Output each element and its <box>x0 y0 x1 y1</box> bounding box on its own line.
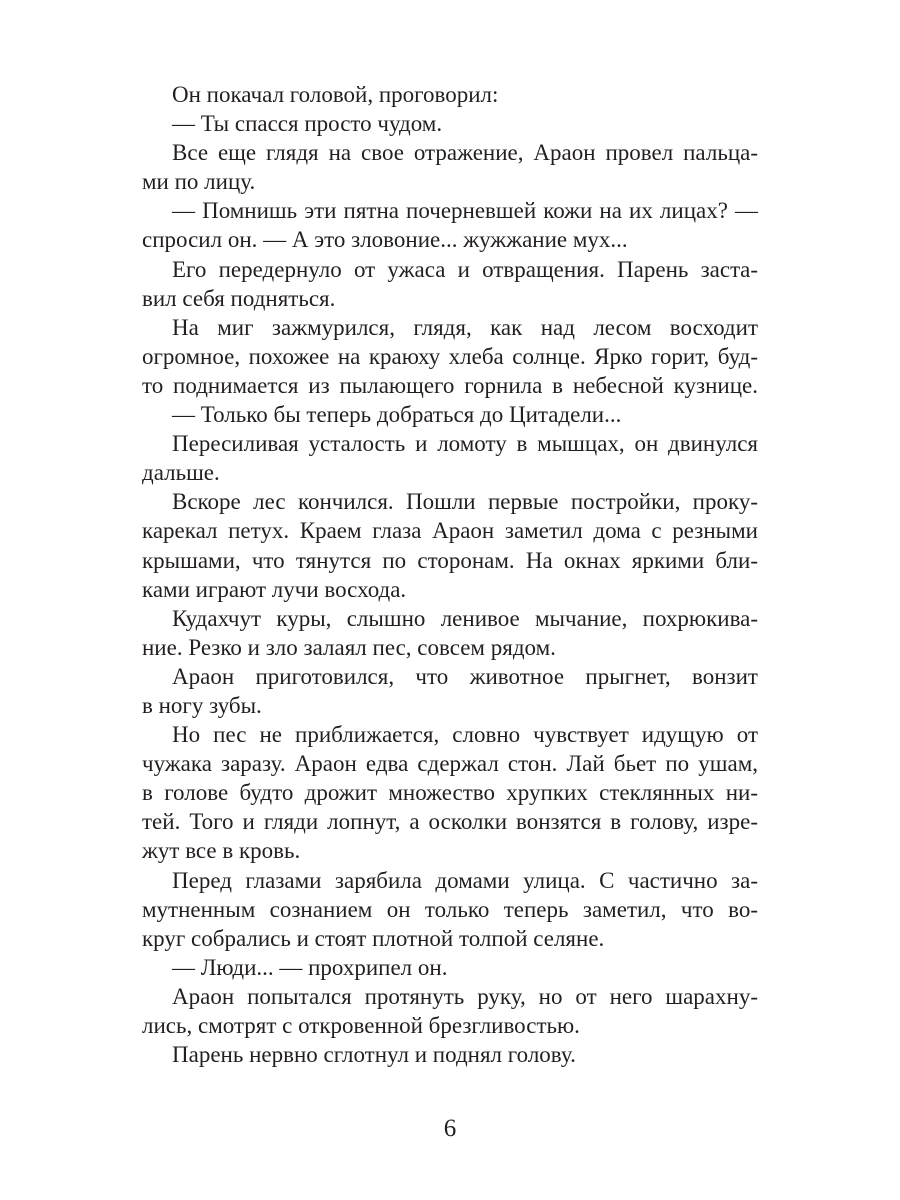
page-number: 6 <box>443 1115 457 1142</box>
text-line: чужака заразу. Араон едва сдержал стон. Лай бьет по ушам, <box>142 751 758 777</box>
text-line: карекал петух. Краем глаза Араон заметил дома с резными <box>142 518 758 544</box>
text-line: в ногу зубы. <box>142 692 262 718</box>
text-line: жут все в кровь. <box>142 838 301 864</box>
text-line: ками играют лучи восхода. <box>142 576 407 602</box>
text-line: круг собрались и стоят плотной толпой селяне. <box>142 925 605 951</box>
text-line: Араон попытался протянуть руку, но от него шарахну- <box>172 983 758 1009</box>
text-line: в голове будто дрожит множество хрупких стеклянных ни- <box>142 780 758 806</box>
text-line: Его передернуло от ужаса и отвращения. Парень застa- <box>172 256 758 282</box>
text-line: Вскоре лес кончился. Пошли первые постройки, проку- <box>172 489 758 515</box>
text-line: крышами, что тянутся по сторонам. На окнах яркими бли- <box>142 547 758 573</box>
text-line: огромное, похожее на краюху хлеба солнце. Ярко горит, буд- <box>142 343 758 369</box>
text-line: На миг зажмурился, глядя, как над лесом восходит <box>172 314 758 340</box>
text-line: мутненным сознанием он только теперь заметил, что во- <box>142 896 758 922</box>
text-line: тей. Того и гляди лопнут, а осколки вонзятся в голову, изре- <box>142 809 758 835</box>
body-text <box>142 80 758 1069</box>
text-line: дальше. <box>142 460 220 486</box>
text-line: спросил он. — А это зловоние... жужжание мух... <box>142 227 628 253</box>
text-line: ми по лицу. <box>142 169 256 195</box>
text-line: Но пес не приближается, словно чувствует идущую от <box>172 722 758 748</box>
text-line: Пересиливая усталость и ломоту в мышцах, он двинулся <box>172 431 758 457</box>
text-line: то поднимается из пылающего горнила в небесной кузнице. <box>142 372 758 398</box>
text-line: лись, смотрят с откровенной брезгливостью. <box>142 1013 580 1038</box>
text-line: — Помнишь эти пятна почерневшей кожи на их лицах? — <box>172 198 758 224</box>
text-line: Парень нервно сглотнул и поднял голову. <box>172 1042 576 1068</box>
text-line: — Только бы теперь добраться до Цитадели... <box>172 402 622 428</box>
text-line: вил себя подняться. <box>142 285 336 311</box>
text-line: — Ты спасся просто чудом. <box>172 111 443 137</box>
text-line: Кудахчут куры, слышно ленивое мычание, похрюкива- <box>172 605 758 631</box>
text-line: Араон приготовился, что животное прыгнет, вонзит <box>172 663 758 689</box>
text-line: Перед глазами зарябила домами улица. С частично за- <box>172 867 758 893</box>
text-line: ние. Резко и зло залаял пес, совсем рядом. <box>142 634 556 660</box>
text-line: Все еще глядя на свое отражение, Араон провел пальца- <box>172 140 758 166</box>
text-line: Он покачал головой, проговорил: <box>172 82 499 107</box>
text-line: — Люди... — прохрипел он. <box>172 954 448 980</box>
